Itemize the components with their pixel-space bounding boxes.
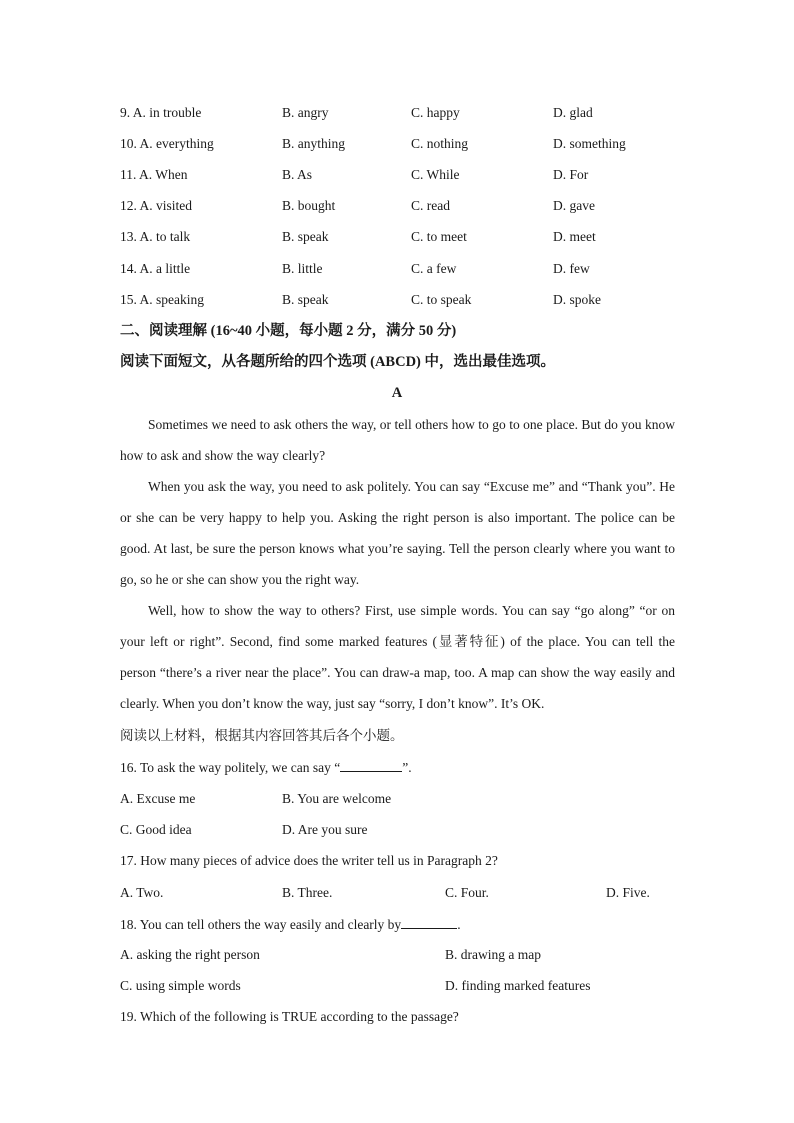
question-16 [120,758,412,777]
question-19: 19. Which of the following is TRUE according to the passage? [120,1009,459,1024]
answer-blank [401,915,457,929]
cloze-11-a: 11. A. When [120,167,188,182]
cloze-11-c: C. While [411,167,460,182]
cloze-12-a: 12. A. visited [120,198,193,213]
cloze-14-a: 14. A. a little [120,261,191,276]
questions-intro: 阅读以上材料，根据其内容回答其后各个小题。 [120,728,404,743]
cloze-9-b: B. angry [282,105,329,120]
q18-option-b: B. drawing a map [445,947,541,962]
cloze-12-b: B. bought [282,198,336,213]
cloze-10-a: 10. A. everything [120,136,214,151]
cloze-10-d: D. something [553,136,626,151]
q16-option-a: A. Excuse me [120,791,196,806]
passage-label: A [391,385,403,401]
answer-blank [340,758,402,772]
passage-paragraph-2: When you ask the way, you need to ask politely. You can say “Excuse me” and “Thank you”. He or she can be very happy to help you. Asking the right person is also important. The police can be good. At last, be sure the person knows what you’re saying. Tell the person clearly where you want to go, so he or she can show you the right way. [120,479,675,587]
q18-option-a: A. asking the right person [120,947,260,962]
cloze-13-a: 13. A. to talk [120,229,191,244]
question-16-stem-start: 16. To ask the way politely, we can say “ [120,760,341,775]
q17-option-d: D. Five. [606,885,650,900]
question-17: 17. How many pieces of advice does the writer tell us in Paragraph 2? [120,853,498,868]
q17-option-b: B. Three. [282,885,333,900]
cloze-15-c: C. to speak [411,292,472,307]
section-instruction: 阅读下面短文，从各题所给的四个选项 (ABCD) 中，选出最佳选项。 [120,354,555,370]
cloze-14-c: C. a few [411,261,457,276]
cloze-15-d: D. spoke [553,292,601,307]
cloze-9-c: C. happy [411,105,460,120]
cloze-11-b: B. As [282,167,313,182]
cloze-13-c: C. to meet [411,229,467,244]
cloze-13-d: D. meet [553,229,596,244]
q18-option-d: D. finding marked features [445,978,591,993]
cloze-15-a: 15. A. speaking [120,292,204,307]
q18-option-c: C. using simple words [120,978,241,993]
q16-option-c: C. Good idea [120,822,192,837]
passage-paragraph-1: Sometimes we need to ask others the way, or tell others how to go to one place. But do you know how to ask and show the way clearly? [120,417,675,463]
cloze-14-d: D. few [553,261,590,276]
cloze-10-c: C. nothing [411,136,469,151]
cloze-12-c: C. read [411,198,450,213]
cloze-11-d: D. For [553,167,589,182]
question-18-stem-end: . [457,917,461,932]
cloze-13-b: B. speak [282,229,329,244]
q16-option-d: D. Are you sure [282,822,368,837]
q16-option-b: B. You are welcome [282,791,392,806]
section-heading: 二、阅读理解 (16~40 小题，每小题 2 分，满分 50 分) [120,323,457,339]
cloze-9-d: D. glad [553,105,593,120]
question-18-stem-start: 18. You can tell others the way easily and clearly by [120,917,402,932]
cloze-10-b: B. anything [282,136,345,151]
q17-option-c: C. Four. [445,885,489,900]
question-16-stem-end: ”. [402,760,412,775]
question-18 [120,915,461,934]
q17-option-a: A. Two. [120,885,164,900]
passage-paragraph-3: Well, how to show the way to others? First, use simple words. You can say “go along” “or on your left or right”. Second, find some marked features (显著特征) of the place. You can tell the person “there’s a river near the place”. You can draw-a map, too. A map can show the way easily and clearly. When you don’t know the way, just say “sorry, I don’t know”. It’s OK. [120,603,675,711]
cloze-15-b: B. speak [282,292,329,307]
cloze-9-a: 9. A. in trouble [120,105,202,120]
cloze-12-d: D. gave [553,198,595,213]
cloze-14-b: B. little [282,261,323,276]
